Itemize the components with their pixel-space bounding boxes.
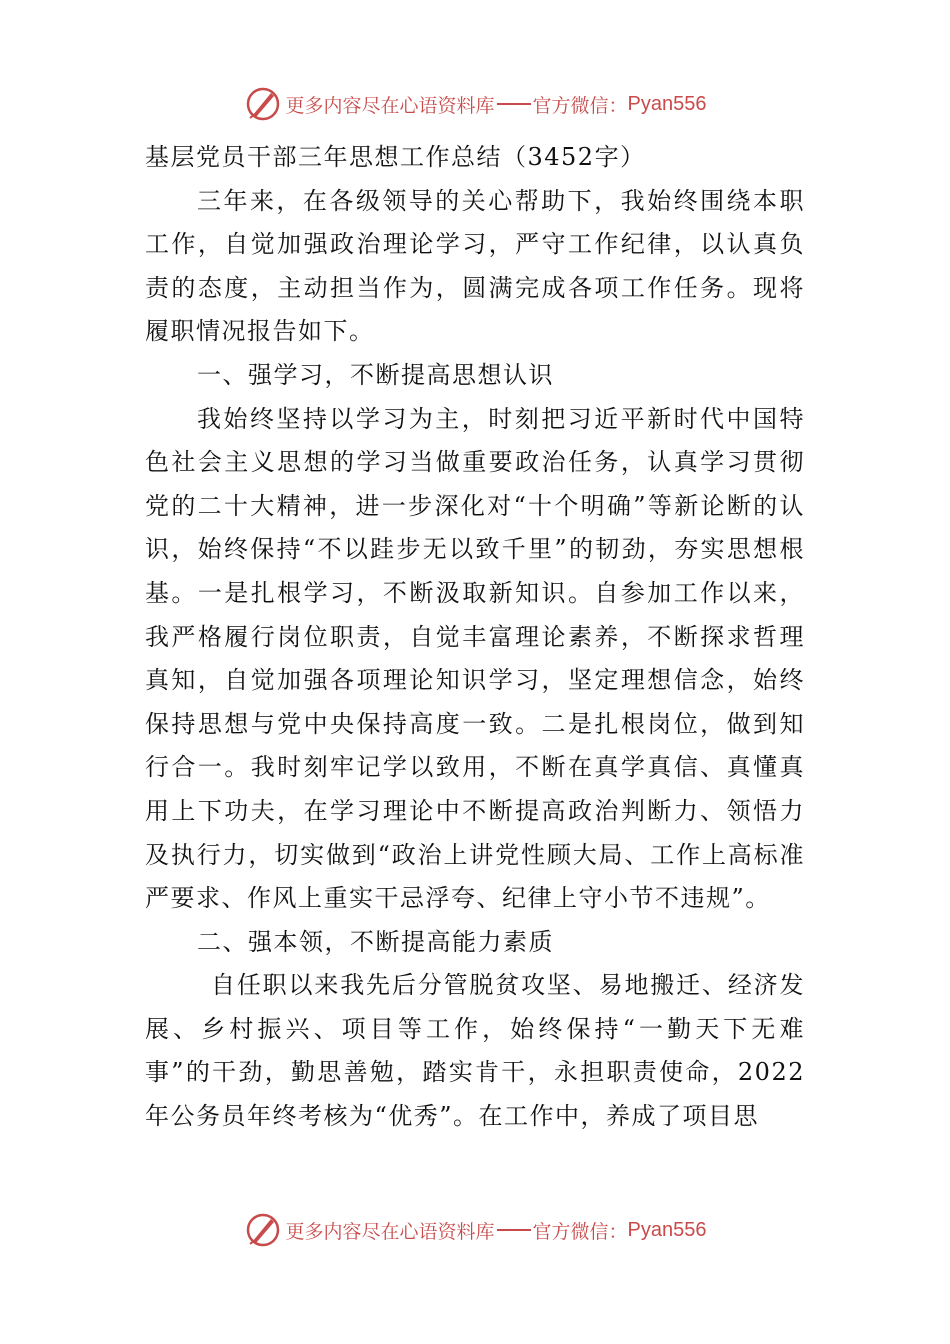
watermark-site-text: 更多内容尽在心语资料库 [285, 1220, 495, 1243]
section-2-paragraph: 自任职以来我先后分管脱贫攻坚、易地搬迁、经济发展、乡村振兴、项目等工作，始终保持“一勤天下无难事”的干劲，勤思善勉，踏实肯干，永担职责使命，2022年公务员年终考核为“优秀”。在工作中，养成了项目思 [145, 971, 805, 1131]
quill-pen-icon [244, 85, 282, 123]
document-body [145, 136, 805, 1139]
watermark-label-text: 官方微信： [532, 1220, 628, 1243]
intro-paragraph: 三年来，在各级领导的关心帮助下，我始终围绕本职工作，自觉加强政治理论学习，严守工作纪律，以认真负责的态度，主动担当作为，圆满完成各项工作任务。现将履职情况报告如下。 [145, 186, 805, 346]
section-heading-1: 一、强学习，不断提高思想认识 [197, 360, 554, 389]
watermark-label-text: 官方微信： [532, 94, 628, 117]
watermark-dash [497, 103, 531, 105]
watermark-dash [497, 1229, 531, 1231]
watermark-site-text: 更多内容尽在心语资料库 [285, 94, 495, 117]
watermark-header [0, 82, 950, 126]
quill-pen-icon [244, 1211, 282, 1249]
section-1-paragraph: 我始终坚持以学习为主，时刻把习近平新时代中国特色社会主义思想的学习当做重要政治任务，认真学习贯彻党的二十大精神，进一步深化对“十个明确”等新论断的认识，始终保持“不以跬步无以致千里”的韧劲，夯实思想根基。一是扎根学习，不断汲取新知识。自参加工作以来，我严格履行岗位职责，自觉丰富理论素养，不断探求哲理真知，自觉加强各项理论知识学习，坚定理想信念，始终保持思想与党中央保持高度一致。二是扎根岗位，做到知行合一。我时刻牢记学以致用，不断在真学真信、真懂真用上下功夫，在学习理论中不断提高政治判断力、领悟力及执行力，切实做到“政治上讲党性顾大局、工作上高标准严要求、作风上重实干忌浮夸、纪律上守小节不违规”。 [145, 404, 805, 913]
watermark-wechat-id: Pyan556 [627, 92, 707, 115]
document-title: 基层党员干部三年思想工作总结（3452字） [145, 143, 646, 171]
watermark-footer [0, 1208, 950, 1252]
section-heading-2: 二、强本领，不断提高能力素质 [197, 927, 554, 956]
watermark-wechat-id: Pyan556 [627, 1218, 707, 1241]
